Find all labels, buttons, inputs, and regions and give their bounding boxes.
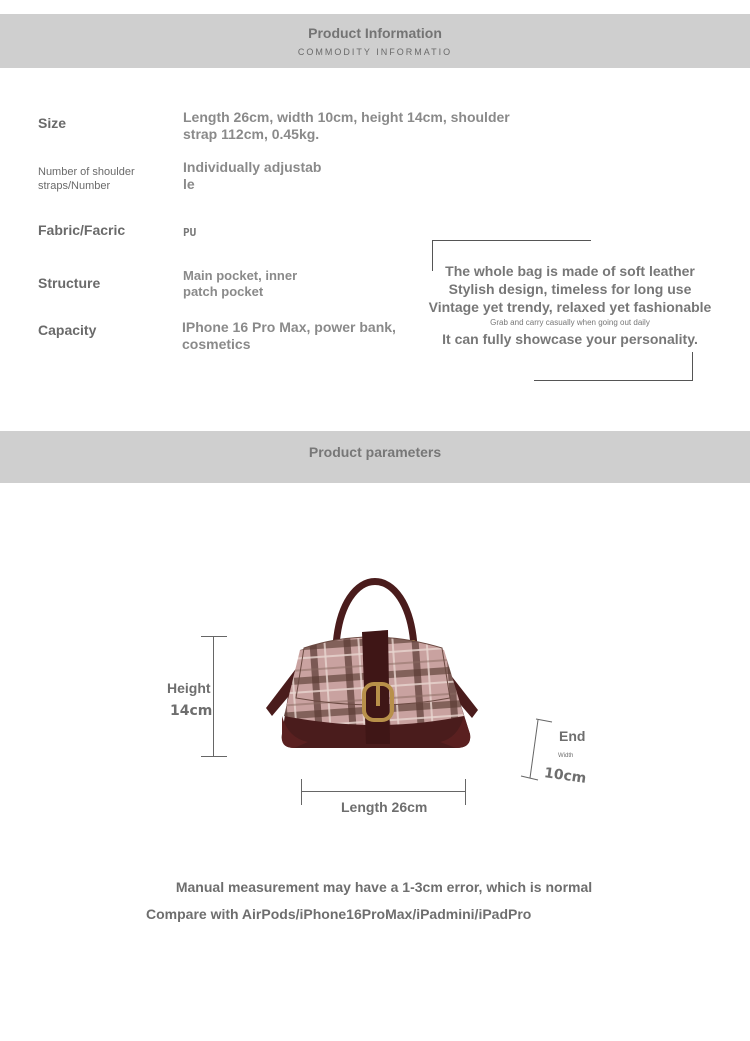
fabric-label: Fabric/Facric [38,222,126,238]
size-value: Length 26cm, width 10cm, height 14cm, shoulder strap 112cm, 0.45kg. [183,109,510,142]
length-tick-right [465,779,466,805]
fabric-value: PU [183,226,197,239]
structure-value: Main pocket, inner patch pocket [183,268,298,299]
quote-block [418,262,722,348]
height-tick-top [201,636,227,637]
quote-line: The whole bag is made of soft leather [445,263,695,279]
straps-value: Individually adjustab le [183,159,322,192]
length-label: Length 26cm [341,799,428,815]
quote-line: Stylish design, timeless for long use [448,281,692,297]
quote-line-small: Grab and carry casually when going out daily [490,318,650,327]
width-label: Width [558,753,574,759]
capacity-label: Capacity [38,322,97,338]
section-title: Product Information [308,25,442,41]
quote-line: It can fully showcase your personality. [442,331,698,347]
height-label: Height [167,680,211,696]
end-label: End [559,728,586,744]
size-label: Size [38,115,67,131]
straps-label: Number of shoulder straps/Number [38,166,135,192]
height-dimension-line [213,636,214,756]
capacity-value: IPhone 16 Pro Max, power bank, cosmetics [182,319,396,352]
width-value: 10cm [543,765,588,787]
length-tick-left [301,779,302,805]
structure-label: Structure [38,275,101,291]
compare-note: Compare with AirPods/iPhone16ProMax/iPadmini/iPadPro [146,906,532,922]
height-value: 14cm [170,703,213,719]
length-dimension-line [301,791,466,792]
header-band [0,14,750,68]
quote-bracket-bottom [534,352,693,381]
height-tick-bottom [201,756,227,757]
measurement-note: Manual measurement may have a 1-3cm error, which is normal [175,879,593,895]
params-title: Product parameters [308,444,442,460]
params-band [0,431,750,483]
quote-line: Vintage yet trendy, relaxed yet fashionable [428,299,712,315]
handbag-image [258,566,486,756]
section-subtitle: COMMODITY INFORMATIO [297,47,453,57]
